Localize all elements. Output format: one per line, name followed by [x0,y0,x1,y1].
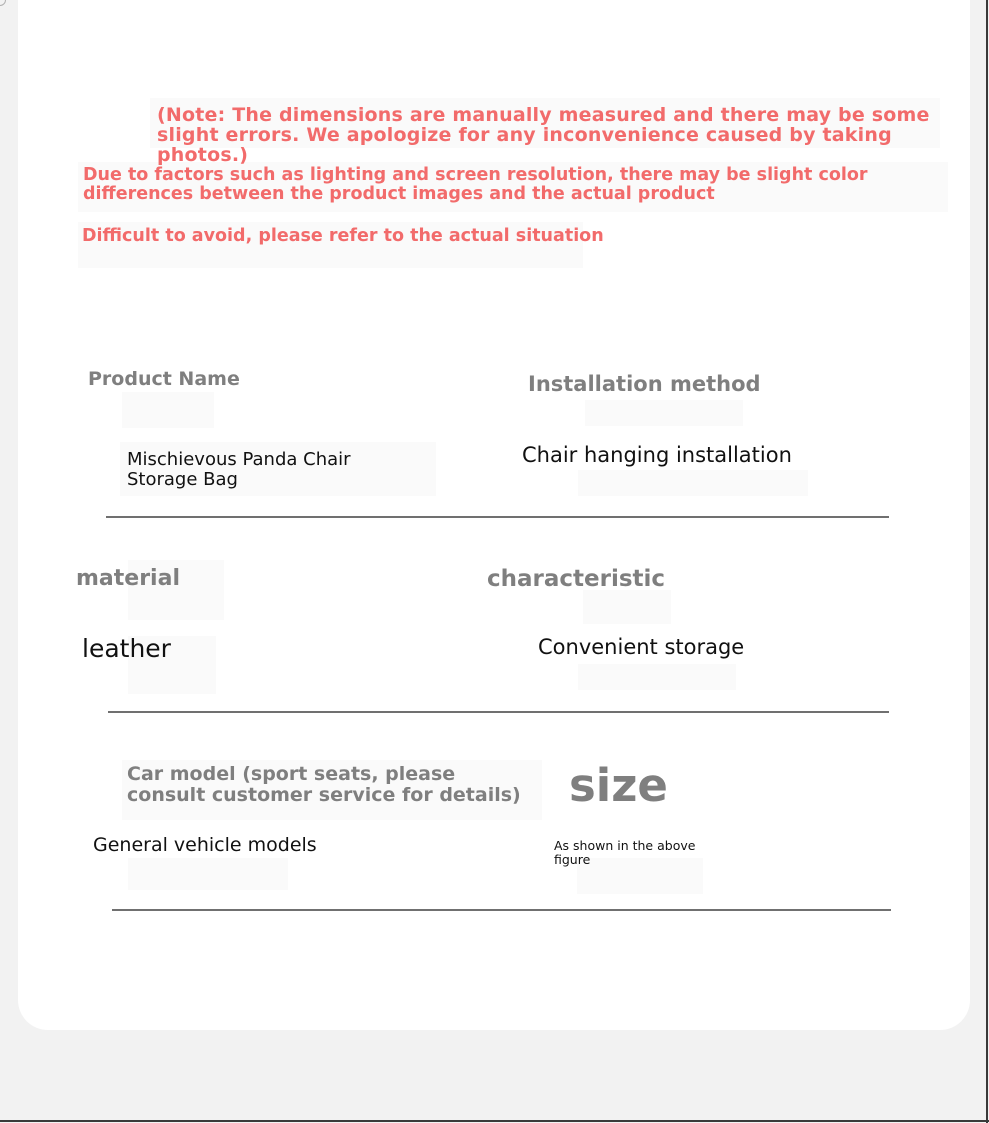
material-value: leather [82,634,171,663]
size-value: As shown in the above figure [554,838,696,867]
value-background [578,664,736,690]
label-background [583,590,671,624]
label-background [585,400,743,426]
car-model-value: General vehicle models [93,834,317,856]
installation-method-label: Installation method [528,372,761,396]
material-label: material [76,566,180,591]
product-name-label: Product Name [88,368,240,390]
row-divider [108,711,889,713]
label-background [122,392,214,428]
characteristic-label: characteristic [487,566,666,592]
dimension-note: (Note: The dimensions are manually measured and there may be some slight errors. We apologize for any inconvenience caused by taking photos.) [157,104,930,166]
product-name-value: Mischievous Panda Chair Storage Bag [127,449,351,490]
value-background [578,470,808,496]
color-difference-note: Due to factors such as lighting and screen resolution, there may be slight color differences between the product images and the actual product [83,165,868,204]
row-divider [106,516,889,518]
frame-border-right [986,0,988,1123]
refer-actual-note: Difficult to avoid, please refer to the actual situation [82,226,604,246]
row-divider [112,909,891,911]
frame-border-bottom [0,1120,989,1122]
installation-method-value: Chair hanging installation [522,443,792,467]
value-background [128,858,288,890]
car-model-label: Car model (sport seats, please consult customer service for details) [127,763,521,806]
characteristic-value: Convenient storage [538,635,745,659]
corner-mark [0,0,6,6]
size-label: size [569,759,668,812]
